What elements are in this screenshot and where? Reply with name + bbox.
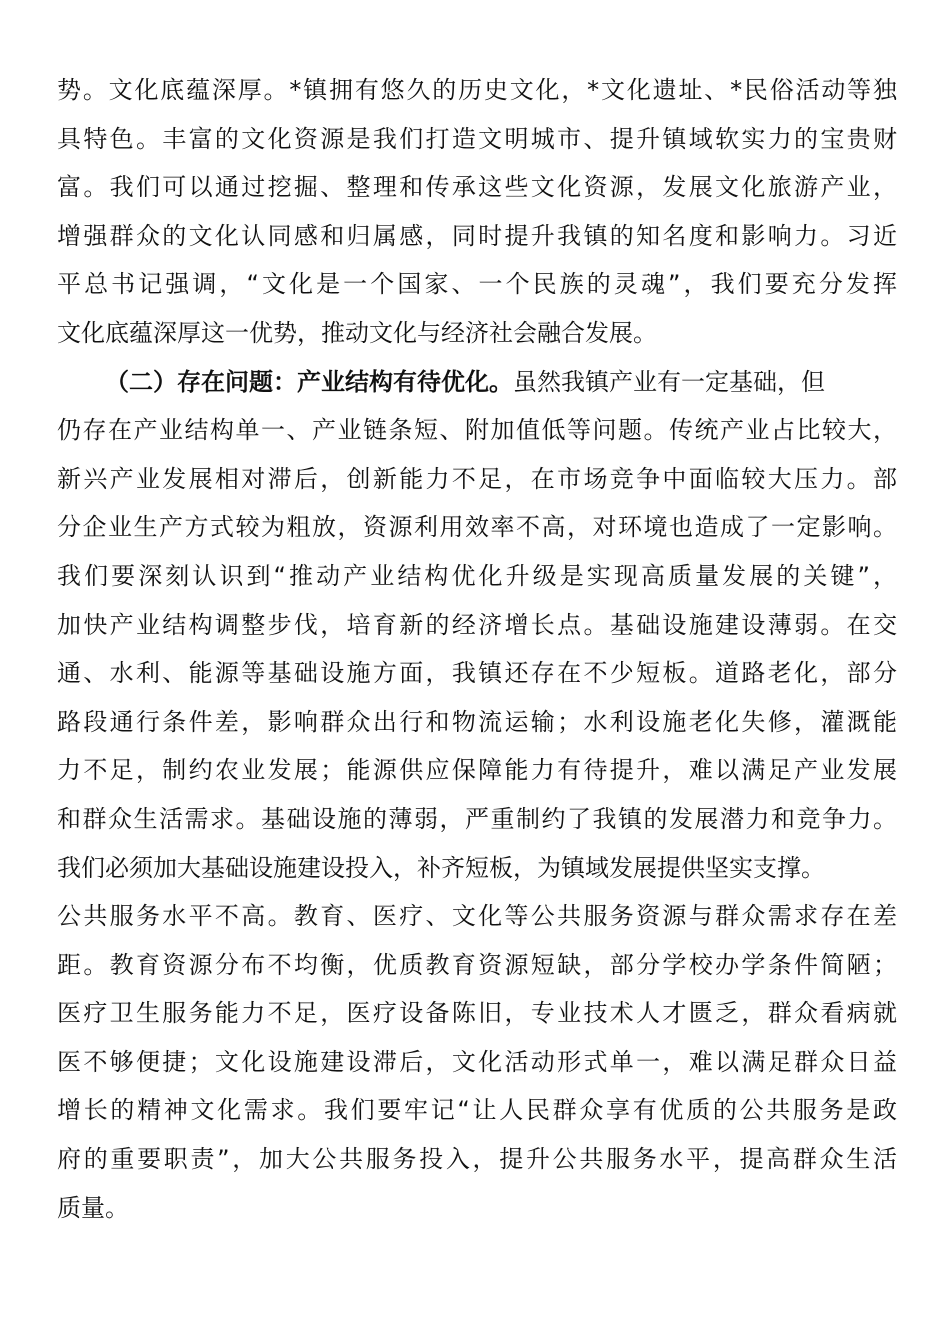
text-line: 府的重要职责”，加大公共服务投入，提升公共服务水平，提高群众生活 — [57, 1145, 897, 1174]
text-line: 仍存在产业结构单一、产业链条短、附加值低等问题。传统产业占比较大， — [57, 416, 897, 445]
text-line: 新兴产业发展相对滞后，创新能力不足，在市场竞争中面临较大压力。部 — [57, 464, 897, 493]
text-line: 我们要深刻认识到“推动产业结构优化升级是实现高质量发展的关键”， — [57, 561, 897, 590]
text-line: 增强群众的文化认同感和归属感，同时提升我镇的知名度和影响力。习近 — [57, 221, 897, 250]
section-heading: （二）存在问题：产业结构有待优化。 — [105, 367, 513, 396]
paragraph-start-line — [57, 358, 897, 407]
text-line: 富。我们可以通过挖掘、整理和传承这些文化资源，发展文化旅游产业， — [57, 173, 897, 202]
text-line: 平总书记强调，“文化是一个国家、一个民族的灵魂”，我们要充分发挥 — [57, 270, 897, 299]
text-line: 分企业生产方式较为粗放，资源利用效率不高，对环境也造成了一定影响。 — [57, 513, 897, 542]
text-line: 我们必须加大基础设施建设投入，补齐短板，为镇域发展提供坚实支撑。 — [57, 853, 825, 882]
text-line: 和群众生活需求。基础设施的薄弱，严重制约了我镇的发展潜力和竞争力。 — [57, 804, 897, 833]
text-line: 加快产业结构调整步伐，培育新的经济增长点。基础设施建设薄弱。在交 — [57, 610, 897, 639]
text-line: 医疗卫生服务能力不足，医疗设备陈旧，专业技术人才匮乏，群众看病就 — [57, 999, 897, 1028]
text-line: 增长的精神文化需求。我们要牢记“让人民群众享有优质的公共服务是政 — [57, 1096, 897, 1125]
text-span: 虽然我镇产业有一定基础，但 — [513, 367, 825, 396]
text-line: 医不够便捷；文化设施建设滞后，文化活动形式单一，难以满足群众日益 — [57, 1047, 897, 1076]
text-line: 势。文化底蕴深厚。*镇拥有悠久的历史文化，*文化遗址、*民俗活动等独 — [57, 76, 897, 104]
text-line: 路段通行条件差，影响群众出行和物流运输；水利设施老化失修，灌溉能 — [57, 707, 897, 736]
text-line: 具特色。丰富的文化资源是我们打造文明城市、提升镇域软实力的宝贵财 — [57, 124, 897, 153]
body-text — [57, 66, 897, 1232]
text-line: 文化底蕴深厚这一优势，推动文化与经济社会融合发展。 — [57, 318, 657, 347]
text-line: 公共服务水平不高。教育、医疗、文化等公共服务资源与群众需求存在差 — [57, 902, 897, 931]
text-line: 力不足，制约农业发展；能源供应保障能力有待提升，难以满足产业发展 — [57, 756, 897, 785]
text-line: 距。教育资源分布不均衡，优质教育资源短缺，部分学校办学条件简陋； — [57, 950, 897, 979]
text-line: 质量。 — [57, 1193, 129, 1222]
text-line: 通、水利、能源等基础设施方面，我镇还存在不少短板。道路老化，部分 — [57, 659, 897, 688]
